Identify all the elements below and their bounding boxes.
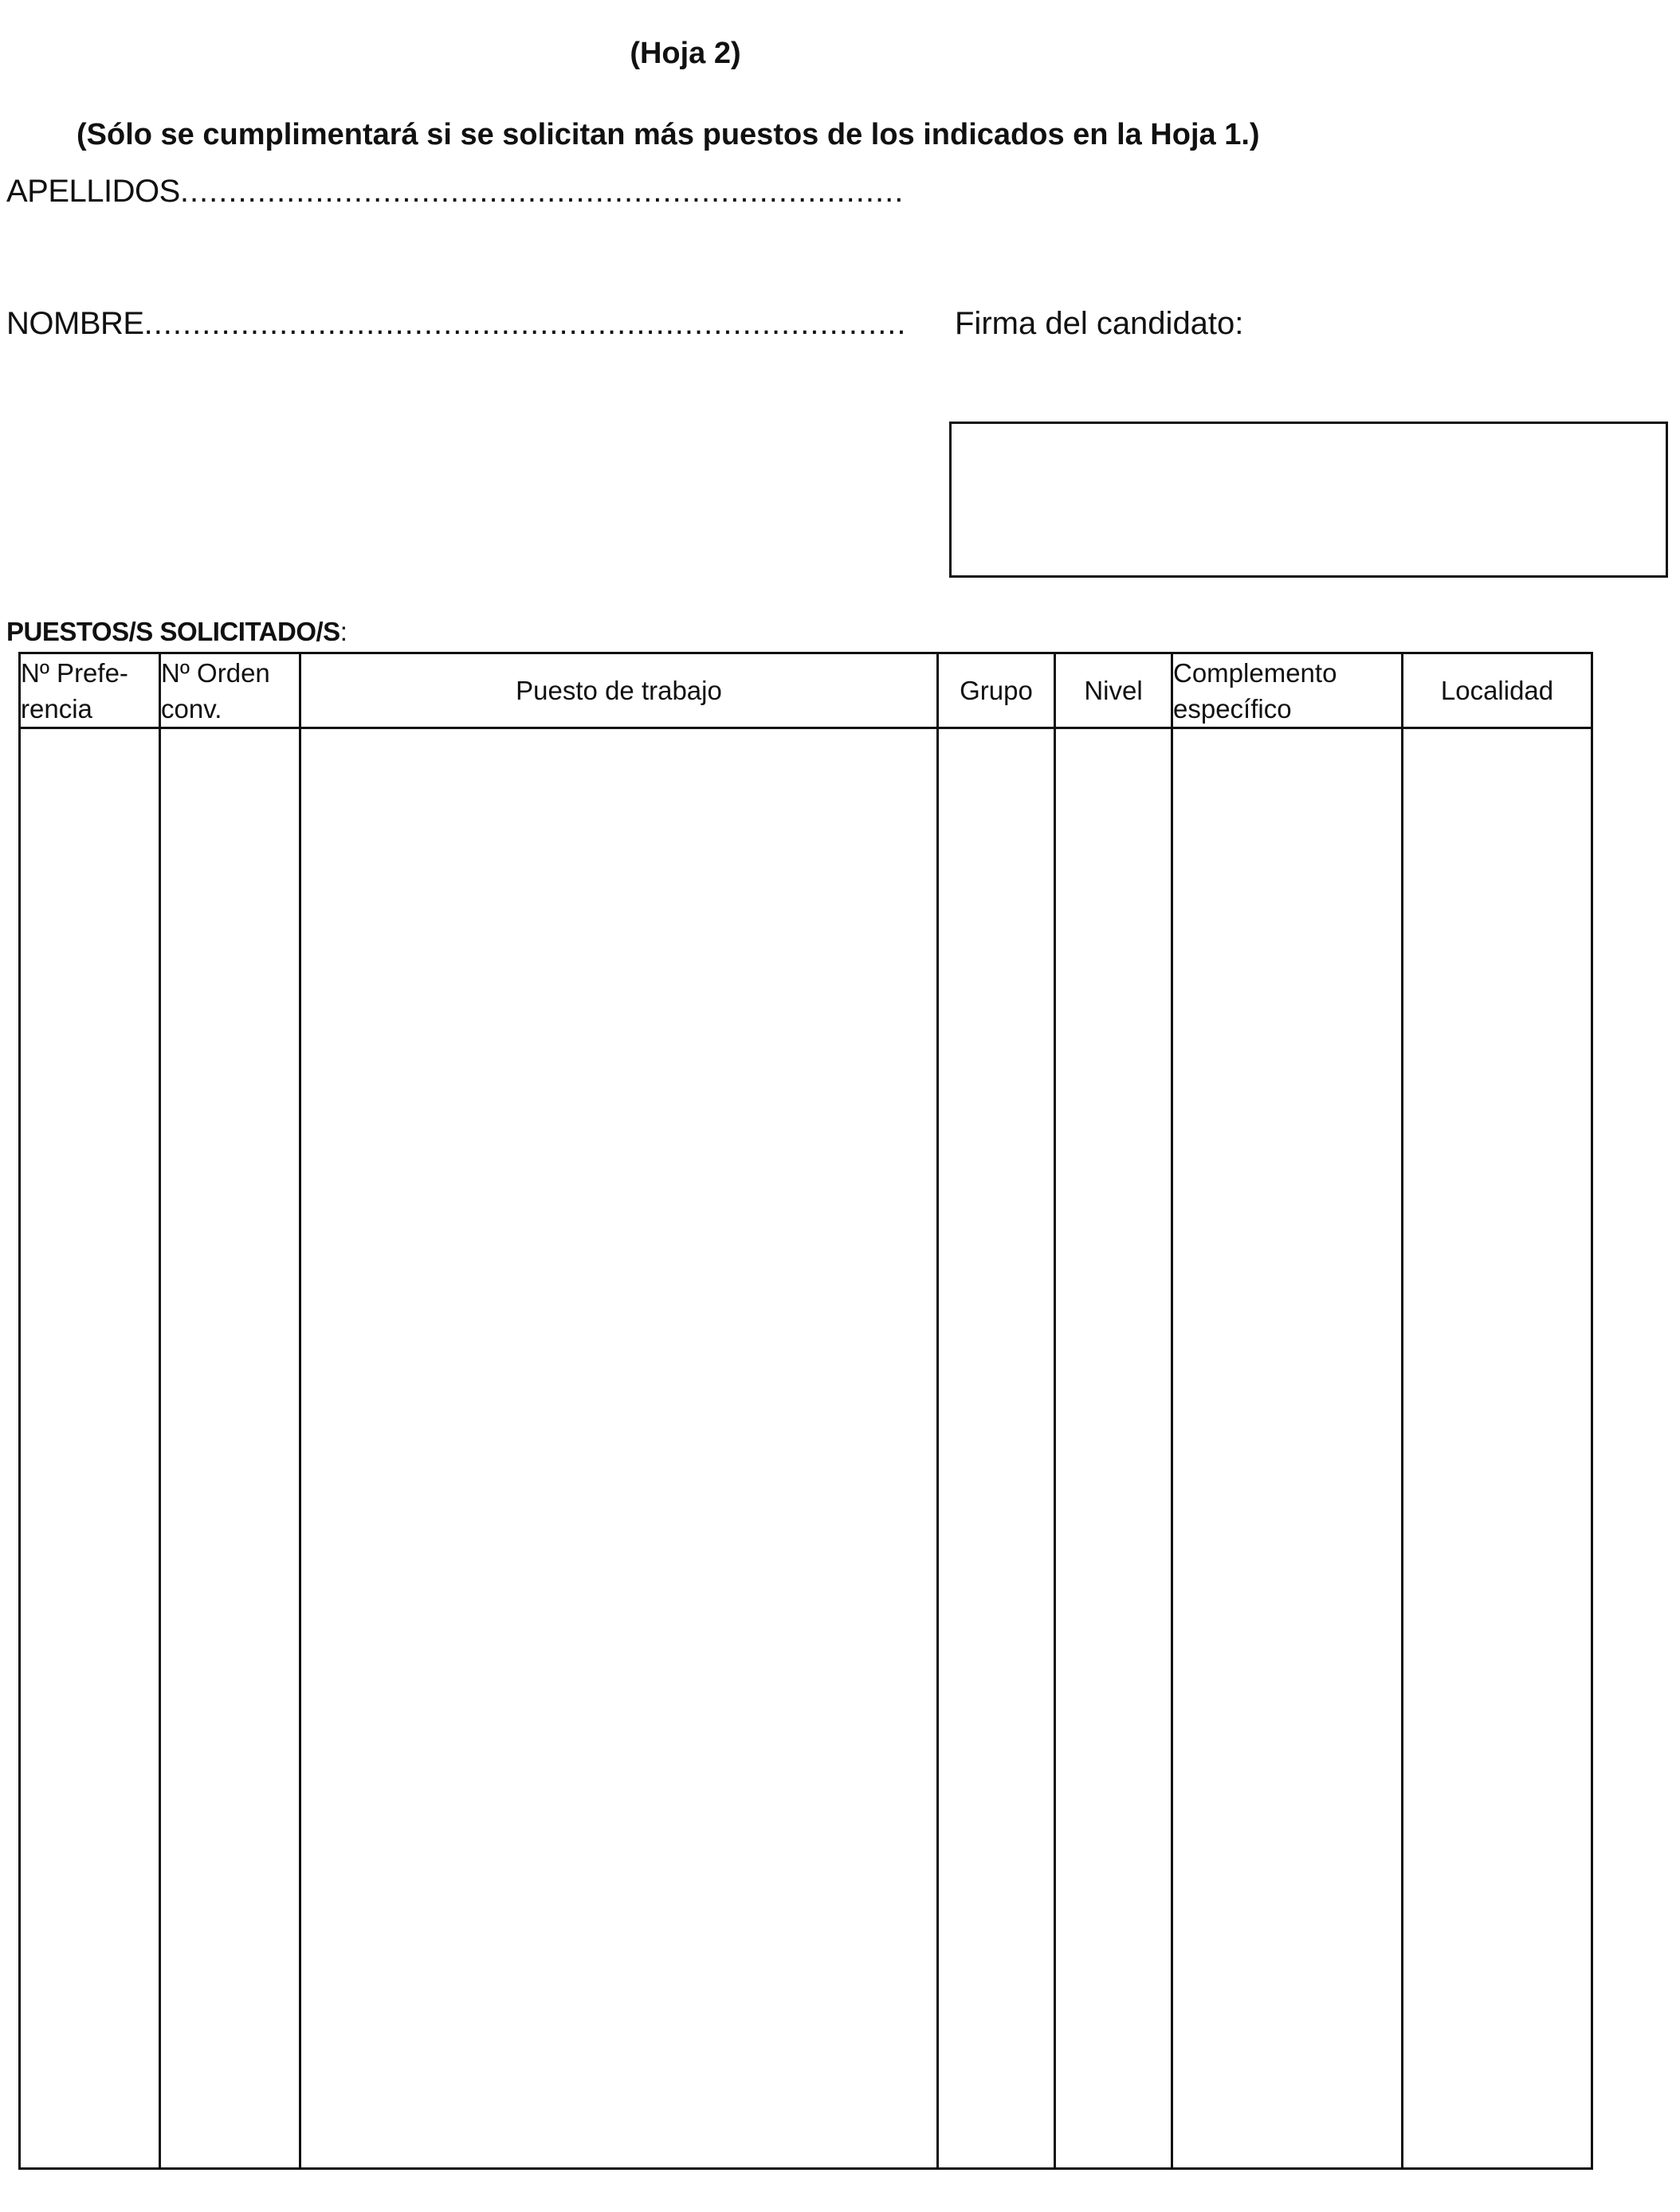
cell-localidad[interactable]: [1403, 728, 1592, 2169]
column-header-preferencia-line2: rencia: [21, 693, 92, 724]
column-header-orden: [160, 653, 300, 728]
cell-preferencia[interactable]: [20, 728, 160, 2169]
positions-table: [18, 652, 1593, 2170]
apellidos-label: APELLIDOS: [6, 174, 180, 209]
sheet-title: (Hoja 2): [630, 37, 741, 70]
column-header-puesto: Puesto de trabajo: [300, 653, 938, 728]
column-header-preferencia-line1: Nº Prefe-: [21, 657, 128, 688]
table-row: [20, 728, 1592, 2169]
section-heading: [6, 617, 347, 647]
section-heading-colon: :: [340, 617, 347, 646]
column-header-complemento-line1: Complemento: [1173, 657, 1337, 688]
column-header-grupo: Grupo: [938, 653, 1055, 728]
cell-orden[interactable]: [160, 728, 300, 2169]
apellidos-dotted-line: ...........................................................................: [179, 174, 905, 209]
signature-label: Firma del candidato:: [955, 306, 1244, 341]
column-header-complemento: [1172, 653, 1403, 728]
nombre-label: NOMBRE: [6, 306, 144, 341]
column-header-nivel: Nivel: [1055, 653, 1172, 728]
nombre-dotted-line: ...............................................................................: [143, 306, 907, 341]
column-header-localidad: Localidad: [1403, 653, 1592, 728]
signature-box[interactable]: [949, 422, 1668, 578]
apellidos-field[interactable]: [6, 174, 904, 210]
column-header-preferencia: [20, 653, 160, 728]
cell-grupo[interactable]: [938, 728, 1055, 2169]
cell-complemento[interactable]: [1172, 728, 1403, 2169]
nombre-field[interactable]: [6, 306, 907, 342]
column-header-complemento-line2: específico: [1173, 693, 1292, 724]
cell-nivel[interactable]: [1055, 728, 1172, 2169]
cell-puesto[interactable]: [300, 728, 938, 2169]
section-heading-text: PUESTOS/S SOLICITADO/S: [6, 617, 340, 646]
table-header-row: [20, 653, 1592, 728]
column-header-orden-line2: conv.: [161, 693, 222, 724]
instruction-text: (Sólo se cumplimentará si se solicitan más puestos de los indicados en la Hoja 1.): [77, 118, 1260, 151]
column-header-orden-line1: Nº Orden: [161, 657, 270, 688]
